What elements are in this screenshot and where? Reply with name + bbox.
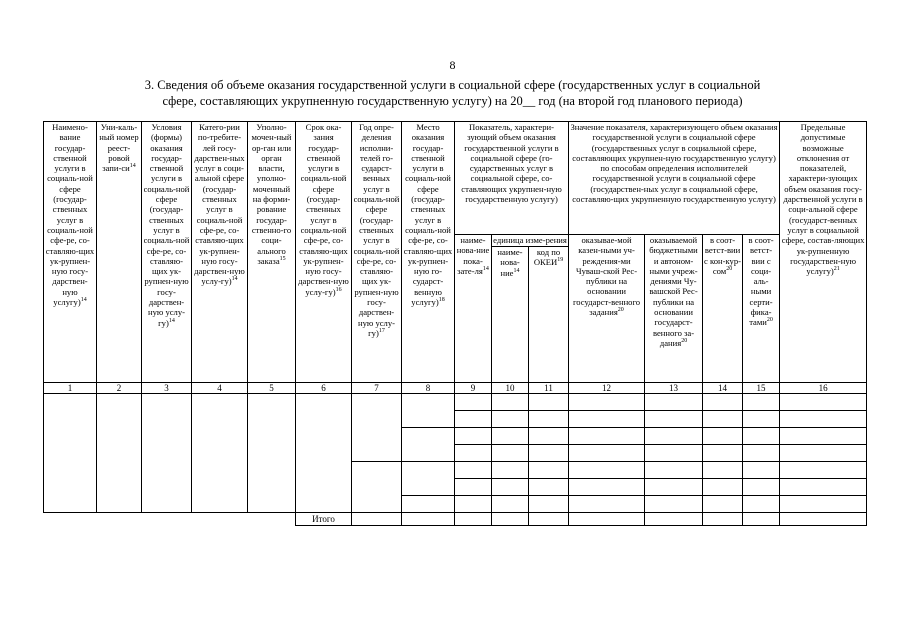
- table-cell: [455, 445, 492, 462]
- table-cell: [529, 411, 569, 428]
- table-cell: [703, 394, 743, 411]
- table-cell: [352, 462, 402, 513]
- col-num-3: 3: [142, 383, 192, 394]
- table-cell: [703, 513, 743, 526]
- table-cell: [703, 496, 743, 513]
- table-cell: [529, 428, 569, 445]
- table-cell: [492, 394, 529, 411]
- table-cell: [569, 411, 645, 428]
- table-cell: [455, 428, 492, 445]
- table-cell: [780, 479, 867, 496]
- table-cell: [492, 411, 529, 428]
- col-9-header: наиме-нова-ние пока-$зате-ля^{14}$: [455, 235, 492, 383]
- col-num-10: 10: [492, 383, 529, 394]
- table-cell: [529, 394, 569, 411]
- col-num-16: 16: [780, 383, 867, 394]
- table-cell: [780, 445, 867, 462]
- table-cell: [455, 411, 492, 428]
- table-cell: [402, 496, 455, 513]
- table-cell: [455, 513, 492, 526]
- table-cell: [455, 462, 492, 479]
- table-cell: [780, 394, 867, 411]
- table-cell: [645, 445, 703, 462]
- table-cell: [402, 513, 455, 526]
- col-2-header: Уни-каль-ный номер реест-ровой запи-$си^{14}$: [97, 122, 142, 383]
- table-cell: [492, 462, 529, 479]
- table-cell: [296, 394, 352, 513]
- table-cell: [352, 394, 402, 462]
- table-cell: [569, 513, 645, 526]
- table-cell: [402, 394, 455, 428]
- header-row-1: [44, 122, 867, 235]
- table-cell: [352, 513, 402, 526]
- table-cell: [780, 462, 867, 479]
- table-cell: [529, 445, 569, 462]
- col-1-header: Наимено-вание государ-ственной услуги в социаль-ной сфере (государ-ственных услуг в социаль-ной сфе-ре, со-ставляю-щих ук-рупнен-ную госу-дарствен-ную услугу)$^{14}$: [44, 122, 97, 383]
- table-cell: [492, 445, 529, 462]
- value-group-header: Значение показателя, характеризующего объем оказания государственной услуги в социальной сфере (государственных услуг в социальной сфере, составляющих укрупнен-ную государственную услугу) по способам определения исполнителей государственной услуги в социальной сфере (государствен-ных услуг в социальной сфере, составляю-щих укрупненную государственную услугу): [569, 122, 780, 235]
- table-cell: [780, 411, 867, 428]
- table-cell: [455, 394, 492, 411]
- col-num-14: 14: [703, 383, 743, 394]
- table-cell: [645, 479, 703, 496]
- page-number: 8: [449, 58, 456, 72]
- col-14-header: в соот-ветст-вии с кон-кур-сом$^{20}$: [703, 235, 743, 383]
- table-cell: [703, 411, 743, 428]
- table-cell: [529, 479, 569, 496]
- table-cell: [569, 462, 645, 479]
- col-15-header: в соот-ветст-вии с соци-аль-ными серти-фика-тами$^{20}$: [743, 235, 780, 383]
- table-cell: [455, 479, 492, 496]
- title-line-1: 3. Сведения об объеме оказания государственной услуги в социальной сфере (государственных услуг в социальной: [144, 78, 761, 92]
- table-cell: [142, 394, 192, 513]
- table-cell: [743, 462, 780, 479]
- col-num-13: 13: [645, 383, 703, 394]
- table-cell: [645, 462, 703, 479]
- col-4-header: Катего-рии по-требите-лей госу-дарствен-ных услуг в соци-альной сфере (государ-ственных услуг в социаль-ной сфе-ре, со-ставляю-щих ук-рупнен-ную госу-дарствен-ную услу-гу)$^{14}$: [192, 122, 248, 383]
- table-cell: [569, 394, 645, 411]
- col-16-header: Предельные допустимые возможные отклонения от показателей, характери-зующих объем оказания госу-дарственной услуги в соци-альной сфере (государст-венных услуг в социальной сфере, состав-ляющих ук-рупненную государствен-ную услугу)$^{21}$: [780, 122, 867, 383]
- col-num-7: 7: [352, 383, 402, 394]
- table-cell: [743, 394, 780, 411]
- col-num-8: 8: [402, 383, 455, 394]
- unit-group-header: единица изме-рения: [493, 235, 567, 245]
- table-cell: [492, 496, 529, 513]
- table-cell: [569, 428, 645, 445]
- table-cell: [645, 496, 703, 513]
- table-cell: [780, 496, 867, 513]
- col-10-header: наиме-нова-ние$^{14}$: [492, 247, 529, 383]
- table-cell: [743, 411, 780, 428]
- table-cell: [645, 513, 703, 526]
- table-cell: [780, 428, 867, 445]
- table-cell: [703, 479, 743, 496]
- table-cell: [97, 394, 142, 513]
- table-cell: [402, 428, 455, 462]
- table-cell: [743, 496, 780, 513]
- col-num-1: 1: [44, 383, 97, 394]
- col-7-header: Год опре-деления исполни-телей го-сударст-венных услуг в социаль-ной сфере (государ-ственных услуг в социаль-ной сфе-ре, со-ставляю-щих ук-рупнен-ную госу-дарствен-ную услу-гу)$^{17}$: [352, 122, 402, 383]
- col-6-header: Срок ока-зания государ-ственной услуги в социаль-ной сфере (государ-ственных услуг в социаль-ной сфе-ре, со-ставляю-щих ук-рупнен-ную госу-дарствен-ную услу-гу)$^{16}$: [296, 122, 352, 383]
- table-cell: [743, 513, 780, 526]
- table-cell: [455, 496, 492, 513]
- col-num-6: 6: [296, 383, 352, 394]
- col-11-header: код по ОКЕИ$^{19}$: [529, 247, 569, 383]
- table-cell: [192, 394, 248, 513]
- table-cell: [703, 428, 743, 445]
- title-line-2: сфере, составляющих укрупненную государственную услугу) на 20__ год (на второй год планового периода): [162, 94, 743, 108]
- table-cell: [492, 479, 529, 496]
- table-cell: [743, 428, 780, 445]
- indicator-group-header: Показатель, характери-зующий объем оказания государственной услуги в социальной сфере (го-сударственных услуг в социальной сфере, со-ставляющих укрупнен-ную государственную услугу): [455, 122, 569, 235]
- table-cell: [529, 513, 569, 526]
- table-cell: [492, 428, 529, 445]
- column-number-row: [44, 383, 867, 394]
- table-cell: [645, 428, 703, 445]
- table-cell: [743, 445, 780, 462]
- table-cell: [529, 462, 569, 479]
- col-num-9: 9: [455, 383, 492, 394]
- col-num-4: 4: [192, 383, 248, 394]
- col-num-5: 5: [248, 383, 296, 394]
- total-spacer: [44, 513, 296, 526]
- col-3-header: Условия (формы) оказания государ-ственной услуги в социаль-ной сфере (государ-ственных услуг в социаль-ной сфе-ре, со-ставляю-щих ук-рупнен-ную госу-дарствен-ную услу-гу)$^{14}$: [142, 122, 192, 383]
- table-cell: [703, 445, 743, 462]
- table-cell: [569, 496, 645, 513]
- table-cell: [529, 496, 569, 513]
- col-5-header: Уполно-мочен-ный ор-ган или орган власти, уполно-моченный на форми-рование государ-ственно-го соци-ального заказа$^{15}$: [248, 122, 296, 383]
- total-label: Итого: [296, 513, 352, 526]
- col-8-header: Место оказания государ-ственной услуги в социаль-ной сфере (государ-ственных услуг в социаль-ной сфе-ре, со-ставляю-щих ук-рупнен-ную го-сударст-венную услугу)$^{18}$: [402, 122, 455, 383]
- table-cell: [780, 513, 867, 526]
- table-cell: [402, 462, 455, 496]
- table-cell: [703, 462, 743, 479]
- col-num-11: 11: [529, 383, 569, 394]
- total-row: [44, 513, 867, 526]
- table-cell: [645, 411, 703, 428]
- col-12-header: оказывае-мой казен-ными уч-реждения-ми Чуваш-ской Рес-публики на основании государст-венного задания$^{20}$: [569, 235, 645, 383]
- table-cell: [492, 513, 529, 526]
- col-num-12: 12: [569, 383, 645, 394]
- table-cell: [569, 479, 645, 496]
- section-title: [60, 77, 845, 109]
- table-cell: [569, 445, 645, 462]
- table-row: [44, 394, 867, 411]
- col-num-15: 15: [743, 383, 780, 394]
- table-cell: [645, 394, 703, 411]
- table-cell: [743, 479, 780, 496]
- col-num-2: 2: [97, 383, 142, 394]
- table-cell: [44, 394, 97, 513]
- col-13-header: оказываемой бюджетными и автоном-ными учреж-дениями Чу-вашской Рес-публики на основании государст-венного за-дания$^{20}$: [645, 235, 703, 383]
- volume-table: [43, 121, 867, 526]
- table-cell: [248, 394, 296, 513]
